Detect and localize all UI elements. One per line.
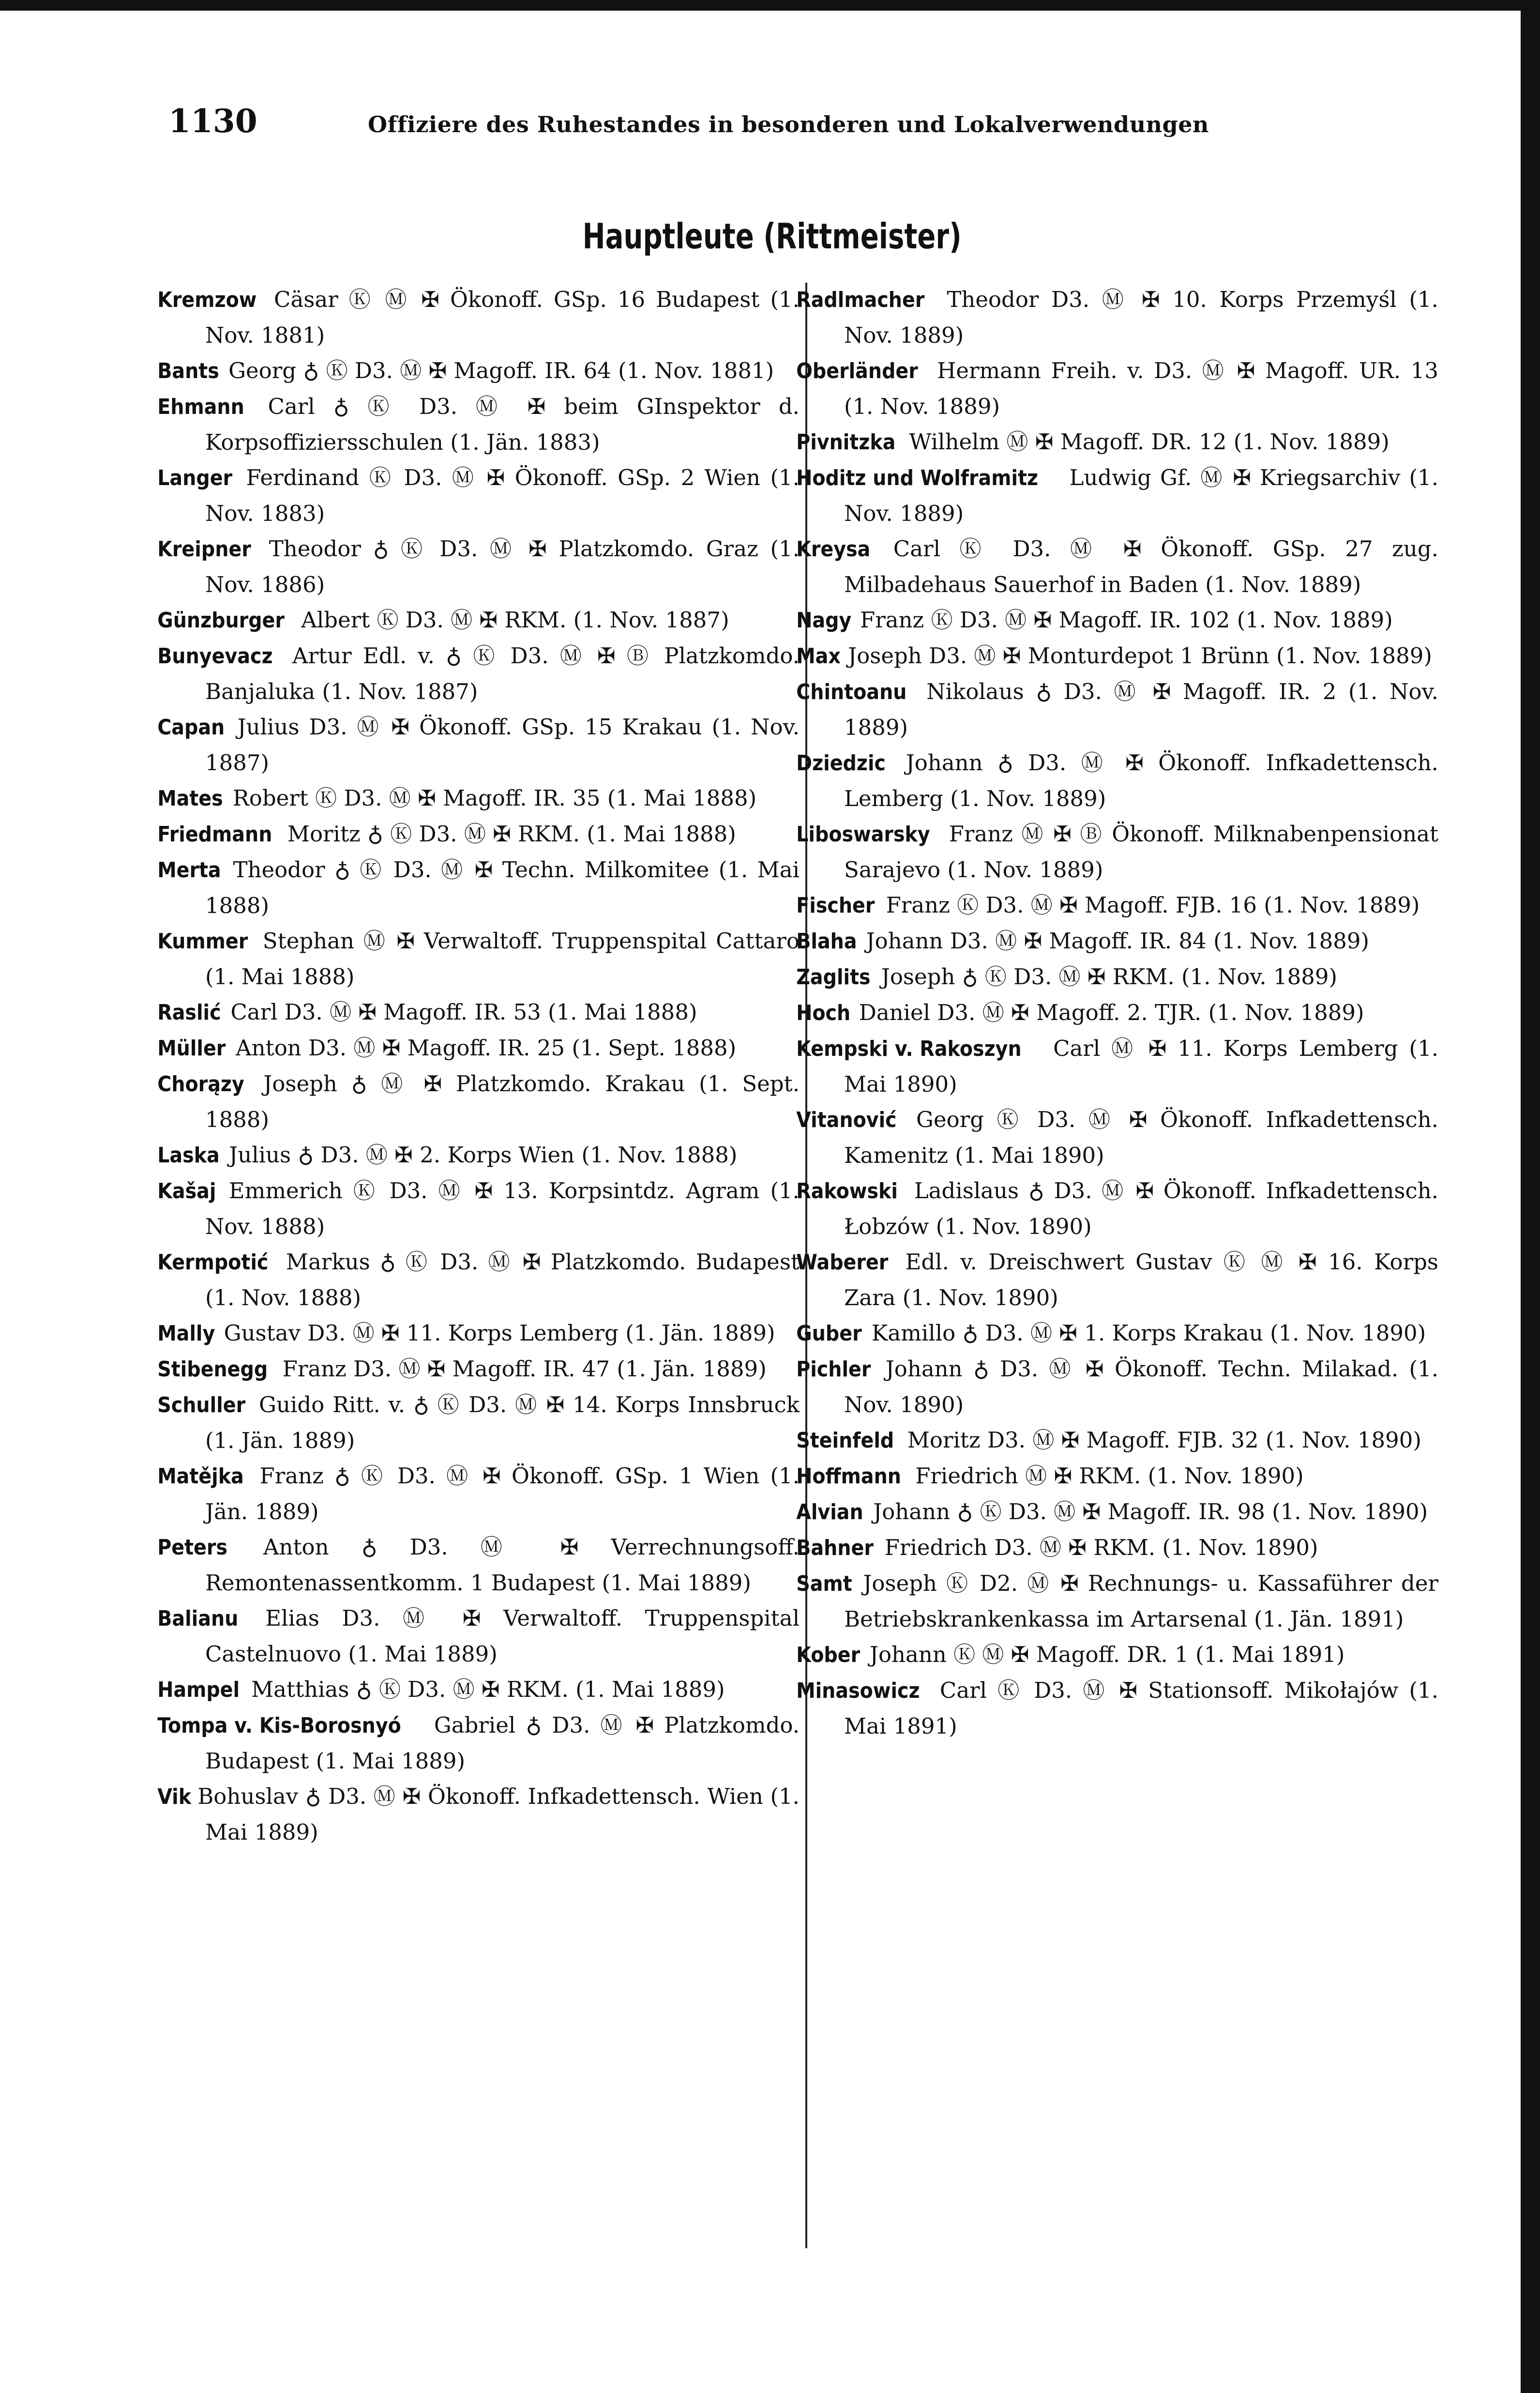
entry-surname: Raslić [157, 1000, 221, 1025]
entry-details: Gustav D3. Ⓜ ✠ 11. Korps Lemberg (1. Jän. 1889) [217, 1320, 775, 1346]
register-entry [796, 282, 1438, 353]
register-entry [157, 923, 800, 994]
entry-surname: Oberländer [796, 359, 918, 383]
entry-details: Carl D3. Ⓜ ✠ Magoff. IR. 53 (1. Mai 1888) [224, 999, 697, 1025]
register-entry [157, 1315, 800, 1351]
register-entry [796, 959, 1438, 995]
register-entry [796, 1673, 1438, 1744]
entry-details: Guido Ritt. v. ♁ Ⓚ D3. Ⓜ ✠ 14. Korps Innsbruck (1. Jän. 1889) [205, 1392, 800, 1453]
entry-surname: Steinfeld [796, 1428, 894, 1453]
entry-surname: Blaha [796, 929, 857, 954]
entry-surname: Waberer [796, 1250, 889, 1275]
entry-details: Carl Ⓜ ✠ 11. Korps Lemberg (1. Mai 1890) [844, 1036, 1438, 1097]
entry-details: Theodor ♁ Ⓚ D3. Ⓜ ✠ Techn. Milkomitee (1. Mai 1888) [205, 857, 800, 918]
register-entry [796, 1102, 1438, 1173]
register-entry [157, 1030, 800, 1066]
entry-details: Artur Edl. v. ♁ Ⓚ D3. Ⓜ ✠ Ⓑ Platzkomdo. Banjaluka (1. Nov. 1887) [205, 643, 800, 704]
entry-details: Daniel D3. Ⓜ ✠ Magoff. 2. TJR. (1. Nov. 1889) [852, 1000, 1364, 1025]
entry-details: Julius ♁ D3. Ⓜ ✠ 2. Korps Wien (1. Nov. 1888) [222, 1142, 738, 1168]
entry-surname: Matějka [157, 1464, 244, 1489]
register-entry [157, 1066, 800, 1137]
entry-details: Johann ♁ Ⓚ D3. Ⓜ ✠ Magoff. IR. 98 (1. Nov. 1890) [866, 1499, 1428, 1524]
entry-details: Bohuslav ♁ D3. Ⓜ ✠ Ökonoff. Infkadettensch. Wien (1. Mai 1889) [190, 1783, 800, 1845]
register-entry [157, 852, 800, 923]
register-entry [157, 389, 800, 460]
entry-surname: Rakowski [796, 1179, 898, 1204]
register-entry [157, 709, 800, 780]
entry-details: Franz Ⓚ D3. Ⓜ ✠ Magoff. FJB. 16 (1. Nov. 1889) [879, 892, 1420, 918]
entry-surname: Hoffmann [796, 1464, 902, 1489]
register-entry [796, 638, 1438, 674]
entry-details: Johann ♁ D3. Ⓜ ✠ Ökonoff. Infkadettensch. Lemberg (1. Nov. 1889) [844, 750, 1438, 811]
register-entry [157, 1707, 800, 1779]
entry-details: Ferdinand Ⓚ D3. Ⓜ ✠ Ökonoff. GSp. 2 Wien (1. Nov. 1883) [205, 465, 800, 526]
entry-details: Cäsar Ⓚ Ⓜ ✠ Ökonoff. GSp. 16 Budapest (1. Nov. 1881) [205, 287, 800, 348]
entry-surname: Liboswarsky [796, 822, 930, 847]
section-title: Hauptleute (Rittmeister) [582, 216, 962, 257]
right-column [796, 282, 1438, 1744]
register-entry [796, 1244, 1438, 1315]
register-entry [796, 531, 1438, 602]
entry-details: Stephan Ⓜ ✠ Verwaltoff. Truppenspital Cattaro (1. Mai 1888) [205, 928, 800, 990]
entry-surname: Chintoanu [796, 680, 907, 704]
entry-details: Franz Ⓜ ✠ Ⓑ Ökonoff. Milknabenpensionat Sarajevo (1. Nov. 1889) [844, 821, 1438, 883]
register-entry [157, 1779, 800, 1850]
entry-surname: Kremzow [157, 288, 257, 312]
entry-surname: Bants [157, 359, 219, 383]
entry-surname: Kummer [157, 929, 248, 954]
entry-surname: Balianu [157, 1606, 239, 1631]
register-entry [796, 923, 1438, 959]
entry-surname: Peters [157, 1535, 227, 1560]
register-entry [157, 1173, 800, 1244]
entry-surname: Merta [157, 858, 221, 883]
register-entry [796, 602, 1438, 638]
entry-details: Julius D3. Ⓜ ✠ Ökonoff. GSp. 15 Krakau (1. Nov. 1887) [205, 714, 800, 776]
entry-details: Friedrich Ⓜ ✠ RKM. (1. Nov. 1890) [908, 1463, 1304, 1489]
entry-surname: Nagy [796, 608, 852, 633]
entry-surname: Hoch [796, 1001, 851, 1025]
register-entry [796, 1530, 1438, 1566]
entry-surname: Mally [157, 1321, 215, 1346]
entry-surname: Vik [157, 1784, 192, 1809]
entry-details: Joseph D3. Ⓜ ✠ Monturdepot 1 Brünn (1. Nov. 1889) [841, 643, 1432, 669]
entry-details: Robert Ⓚ D3. Ⓜ ✠ Magoff. IR. 35 (1. Mai 1888) [226, 785, 757, 811]
entry-surname: Günzburger [157, 608, 285, 633]
register-entry [796, 1422, 1438, 1458]
entry-surname: Mates [157, 786, 223, 811]
register-entry [157, 460, 800, 531]
entry-surname: Bunyevacz [157, 644, 273, 669]
entry-surname: Max [796, 644, 841, 669]
running-title: Offiziere des Ruhestandes in besonderen und Lokalverwendungen [368, 111, 1209, 137]
register-entry [796, 1494, 1438, 1530]
entry-surname: Dziedzic [796, 751, 886, 776]
register-entry [796, 1458, 1438, 1494]
register-entry [796, 1031, 1438, 1102]
register-entry [157, 602, 800, 638]
register-entry [157, 1672, 800, 1707]
register-entry [157, 1244, 800, 1315]
entry-surname: Zaglits [796, 965, 871, 990]
register-entry [157, 1529, 800, 1600]
entry-surname: Chorązy [157, 1072, 244, 1097]
register-entry [796, 353, 1438, 424]
entry-surname: Minasowicz [796, 1678, 920, 1703]
entry-surname: Alvian [796, 1500, 863, 1524]
entry-surname: Langer [157, 466, 233, 490]
entry-details: Joseph ♁ Ⓜ ✠ Platzkomdo. Krakau (1. Sept. 1888) [205, 1071, 800, 1132]
register-entry [157, 353, 800, 389]
register-entry [796, 1566, 1438, 1637]
entry-surname: Samt [796, 1571, 852, 1596]
entry-details: Elias D3. Ⓜ ✠ Verwaltoff. Truppenspital Castelnuovo (1. Mai 1889) [205, 1605, 800, 1667]
entry-details: Johann ♁ D3. Ⓜ ✠ Ökonoff. Techn. Milakad. (1. Nov. 1890) [844, 1356, 1438, 1418]
register-entry [157, 1600, 800, 1672]
entry-details: Matthias ♁ Ⓚ D3. Ⓜ ✠ RKM. (1. Mai 1889) [244, 1677, 725, 1702]
entry-surname: Friedmann [157, 822, 272, 847]
entry-details: Moritz ♁ Ⓚ D3. Ⓜ ✠ RKM. (1. Mai 1888) [280, 821, 736, 847]
entry-details: Friedrich D3. Ⓜ ✠ RKM. (1. Nov. 1890) [877, 1535, 1318, 1560]
entry-details: Ludwig Gf. Ⓜ ✠ Kriegsarchiv (1. Nov. 1889) [844, 465, 1438, 526]
entry-details: Ladislaus ♁ D3. Ⓜ ✠ Ökonoff. Infkadettensch. Łobzów (1. Nov. 1890) [844, 1178, 1438, 1239]
register-entry [796, 1173, 1438, 1244]
entry-surname: Tompa v. Kis-Borosnyó [157, 1713, 401, 1738]
register-entry [796, 995, 1438, 1031]
entry-details: Anton ♁ D3. Ⓜ ✠ Verrechnungsoff. Remontenassentkomm. 1 Budapest (1. Mai 1889) [205, 1534, 800, 1596]
register-entry [796, 674, 1438, 745]
register-entry [796, 1351, 1438, 1422]
entry-details: Emmerich Ⓚ D3. Ⓜ ✠ 13. Korpsintdz. Agram (1. Nov. 1888) [205, 1178, 800, 1239]
register-entry [796, 1315, 1438, 1351]
entry-details: Markus ♁ Ⓚ D3. Ⓜ ✠ Platzkomdo. Budapest (1. Nov. 1888) [205, 1249, 800, 1311]
register-entry [157, 780, 800, 816]
entry-surname: Radlmacher [796, 288, 925, 312]
page-number: 1130 [168, 102, 257, 140]
entry-details: Albert Ⓚ D3. Ⓜ ✠ RKM. (1. Nov. 1887) [294, 607, 729, 633]
register-entry [157, 282, 800, 353]
entry-details: Franz ♁ Ⓚ D3. Ⓜ ✠ Ökonoff. GSp. 1 Wien (1. Jän. 1889) [205, 1463, 800, 1524]
register-entry [157, 994, 800, 1030]
entry-surname: Kermpotić [157, 1250, 269, 1275]
entry-details: Johann D3. Ⓜ ✠ Magoff. IR. 84 (1. Nov. 1889) [859, 928, 1370, 954]
entry-surname: Hampel [157, 1677, 240, 1702]
entry-surname: Pichler [796, 1357, 871, 1382]
entry-surname: Kempski v. Rakoszyn [796, 1036, 1022, 1061]
entry-details: Wilhelm Ⓜ ✠ Magoff. DR. 12 (1. Nov. 1889) [902, 429, 1389, 455]
entry-details: Carl ♁ Ⓚ D3. Ⓜ ✠ beim GInspektor d. Korpsoffiziersschulen (1. Jän. 1883) [205, 394, 800, 455]
register-entry [796, 1637, 1438, 1673]
entry-details: Georg ♁ Ⓚ D3. Ⓜ ✠ Magoff. IR. 64 (1. Nov. 1881) [221, 358, 774, 383]
entry-details: Gabriel ♁ D3. Ⓜ ✠ Platzkomdo. Budapest (1. Mai 1889) [205, 1712, 800, 1774]
entry-surname: Kreipner [157, 537, 251, 562]
entry-details: Johann Ⓚ Ⓜ ✠ Magoff. DR. 1 (1. Mai 1891) [862, 1642, 1345, 1667]
register-entry [157, 531, 800, 602]
entry-details: Georg Ⓚ D3. Ⓜ ✠ Ökonoff. Infkadettensch. Kamenitz (1. Mai 1890) [844, 1107, 1438, 1168]
register-entry [796, 460, 1438, 531]
register-entry [157, 1458, 800, 1529]
entry-surname: Ehmann [157, 395, 244, 419]
entry-surname: Pivnitzka [796, 430, 896, 455]
entry-surname: Schuller [157, 1393, 246, 1418]
entry-details: Moritz D3. Ⓜ ✠ Magoff. FJB. 32 (1. Nov. 1890) [900, 1427, 1421, 1453]
register-entry [796, 816, 1438, 887]
scan-edge-right [1521, 0, 1540, 2393]
entry-details: Joseph ♁ Ⓚ D3. Ⓜ ✠ RKM. (1. Nov. 1889) [874, 964, 1338, 990]
entry-details: Hermann Freih. v. D3. Ⓜ ✠ Magoff. UR. 13 (1. Nov. 1889) [844, 358, 1438, 419]
entry-details: Anton D3. Ⓜ ✠ Magoff. IR. 25 (1. Sept. 1888) [228, 1035, 737, 1061]
entry-details: Theodor ♁ Ⓚ D3. Ⓜ ✠ Platzkomdo. Graz (1. Nov. 1886) [205, 536, 800, 597]
register-entry [157, 1351, 800, 1387]
register-entry [157, 1387, 800, 1458]
entry-surname: Kober [796, 1643, 861, 1667]
entry-details: Edl. v. Dreischwert Gustav Ⓚ Ⓜ ✠ 16. Korps Zara (1. Nov. 1890) [844, 1249, 1438, 1311]
entry-details: Nikolaus ♁ D3. Ⓜ ✠ Magoff. IR. 2 (1. Nov. 1889) [844, 679, 1438, 740]
register-entry [157, 1137, 800, 1173]
entry-surname: Capan [157, 715, 225, 740]
entry-surname: Laska [157, 1143, 220, 1168]
left-column [157, 282, 800, 1850]
entry-surname: Fischer [796, 893, 875, 918]
register-entry [157, 638, 800, 709]
entry-details: Theodor D3. Ⓜ ✠ 10. Korps Przemyśl (1. Nov. 1889) [844, 287, 1438, 348]
scan-edge-top [0, 0, 1540, 11]
entry-surname: Stibenegg [157, 1357, 268, 1382]
register-entry [796, 424, 1438, 460]
register-entry [157, 816, 800, 852]
entry-details: Carl Ⓚ D3. Ⓜ ✠ Stationsoff. Mikołajów (1. Mai 1891) [844, 1677, 1438, 1739]
register-entry [796, 887, 1438, 923]
entry-surname: Müller [157, 1036, 226, 1061]
entry-details: Franz Ⓚ D3. Ⓜ ✠ Magoff. IR. 102 (1. Nov. 1889) [853, 607, 1393, 633]
entry-surname: Guber [796, 1321, 862, 1346]
entry-surname: Kašaj [157, 1179, 216, 1204]
entry-surname: Bahner [796, 1536, 874, 1560]
entry-details: Franz D3. Ⓜ ✠ Magoff. IR. 47 (1. Jän. 1889) [275, 1356, 767, 1382]
entry-details: Carl Ⓚ D3. Ⓜ ✠ Ökonoff. GSp. 27 zug. Milbadehaus Sauerhof in Baden (1. Nov. 1889) [844, 536, 1438, 597]
entry-surname: Vitanović [796, 1108, 897, 1132]
entry-details: Kamillo ♁ D3. Ⓜ ✠ 1. Korps Krakau (1. Nov. 1890) [864, 1320, 1426, 1346]
entry-surname: Hoditz und Wolframitz [796, 466, 1039, 490]
entry-surname: Kreysa [796, 537, 871, 562]
register-entry [796, 745, 1438, 816]
entry-details: Joseph Ⓚ D2. Ⓜ ✠ Rechnungs- u. Kassaführer der Betriebskrankenkassa im Artarsenal (1. Jän. 1891) [844, 1570, 1438, 1632]
